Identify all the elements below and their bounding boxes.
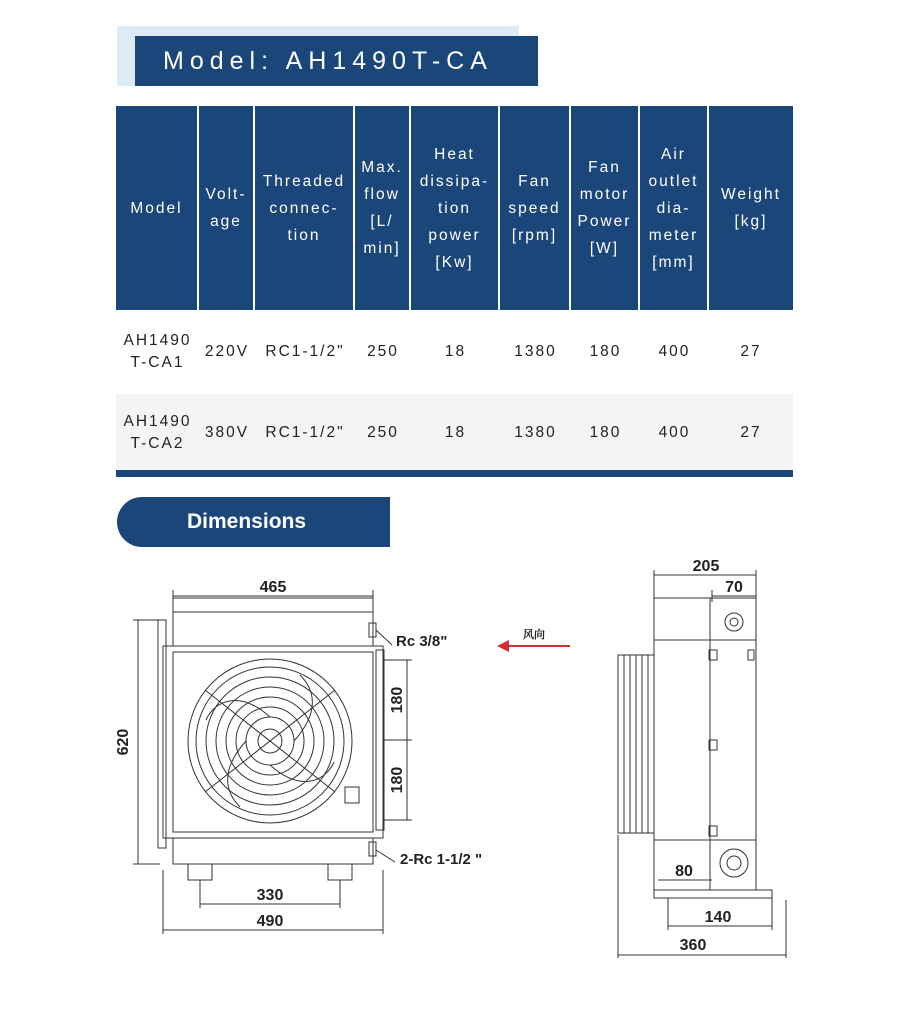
dim-mount-inner: 330 <box>256 887 284 904</box>
header-fan-motor-power: Fan motor Power [W] <box>571 106 640 310</box>
cell-fan-power: 180 <box>571 394 640 472</box>
drain-port <box>345 787 359 803</box>
fan-guard <box>188 659 352 823</box>
page-title: Model: AH1490T-CA <box>135 36 538 86</box>
cell-outlet: 400 <box>640 394 709 472</box>
cell-connection: RC1-1/2" <box>255 394 355 472</box>
cell-speed: 1380 <box>500 394 571 472</box>
side-body <box>654 598 756 890</box>
side-top-port <box>725 613 743 631</box>
header-threaded-connection: Threaded connec- tion <box>255 106 355 310</box>
dim-width-top: 465 <box>259 579 287 596</box>
cell-weight: 27 <box>709 310 793 394</box>
cell-flow: 250 <box>355 310 411 394</box>
dim-base-outer: 360 <box>679 937 707 954</box>
cell-voltage: 220V <box>199 310 255 394</box>
dim-overall-depth: 205 <box>692 558 720 575</box>
dim-fan-span-lower: 180 <box>389 766 406 794</box>
header-max-flow: Max. flow [L/ min] <box>355 106 411 310</box>
header-voltage: Volt- age <box>199 106 255 310</box>
dim-mount-outer: 490 <box>256 913 284 930</box>
cell-model: AH1490 T-CA1 <box>116 310 199 394</box>
cell-weight: 27 <box>709 394 793 472</box>
front-bottom-header <box>173 838 373 864</box>
side-bottom-port <box>720 849 748 877</box>
dim-height: 620 <box>115 728 132 756</box>
cell-connection: RC1-1/2" <box>255 310 355 394</box>
dim-bottom-offset: 80 <box>675 863 693 880</box>
cell-voltage: 380V <box>199 394 255 472</box>
airflow-arrow-icon <box>497 640 570 652</box>
cell-speed: 1380 <box>500 310 571 394</box>
header-fan-speed: Fan speed [rpm] <box>500 106 571 310</box>
cell-flow: 250 <box>355 394 411 472</box>
cell-fan-power: 180 <box>571 310 640 394</box>
dim-base-inner: 140 <box>704 909 732 926</box>
label-lower-ports: 2-Rc 1-1/2 " <box>400 851 483 868</box>
front-top-header <box>173 598 373 646</box>
dimensions-heading: Dimensions <box>117 497 390 547</box>
dim-top-offset: 70 <box>725 579 743 596</box>
cell-outlet: 400 <box>640 310 709 394</box>
header-heat-dissipation: Heat dissipa- tion power [Kw] <box>411 106 500 310</box>
header-weight: Weight [kg] <box>709 106 793 310</box>
airflow-label: 风向 <box>523 629 545 641</box>
dim-fan-span-upper: 180 <box>389 686 406 714</box>
cell-power: 18 <box>411 310 500 394</box>
label-upper-port: Rc 3/8" <box>396 633 448 650</box>
cell-power: 18 <box>411 394 500 472</box>
header-model: Model <box>116 106 199 310</box>
header-air-outlet-diameter: Air outlet dia- meter [mm] <box>640 106 709 310</box>
cell-model: AH1490 T-CA2 <box>116 394 199 472</box>
